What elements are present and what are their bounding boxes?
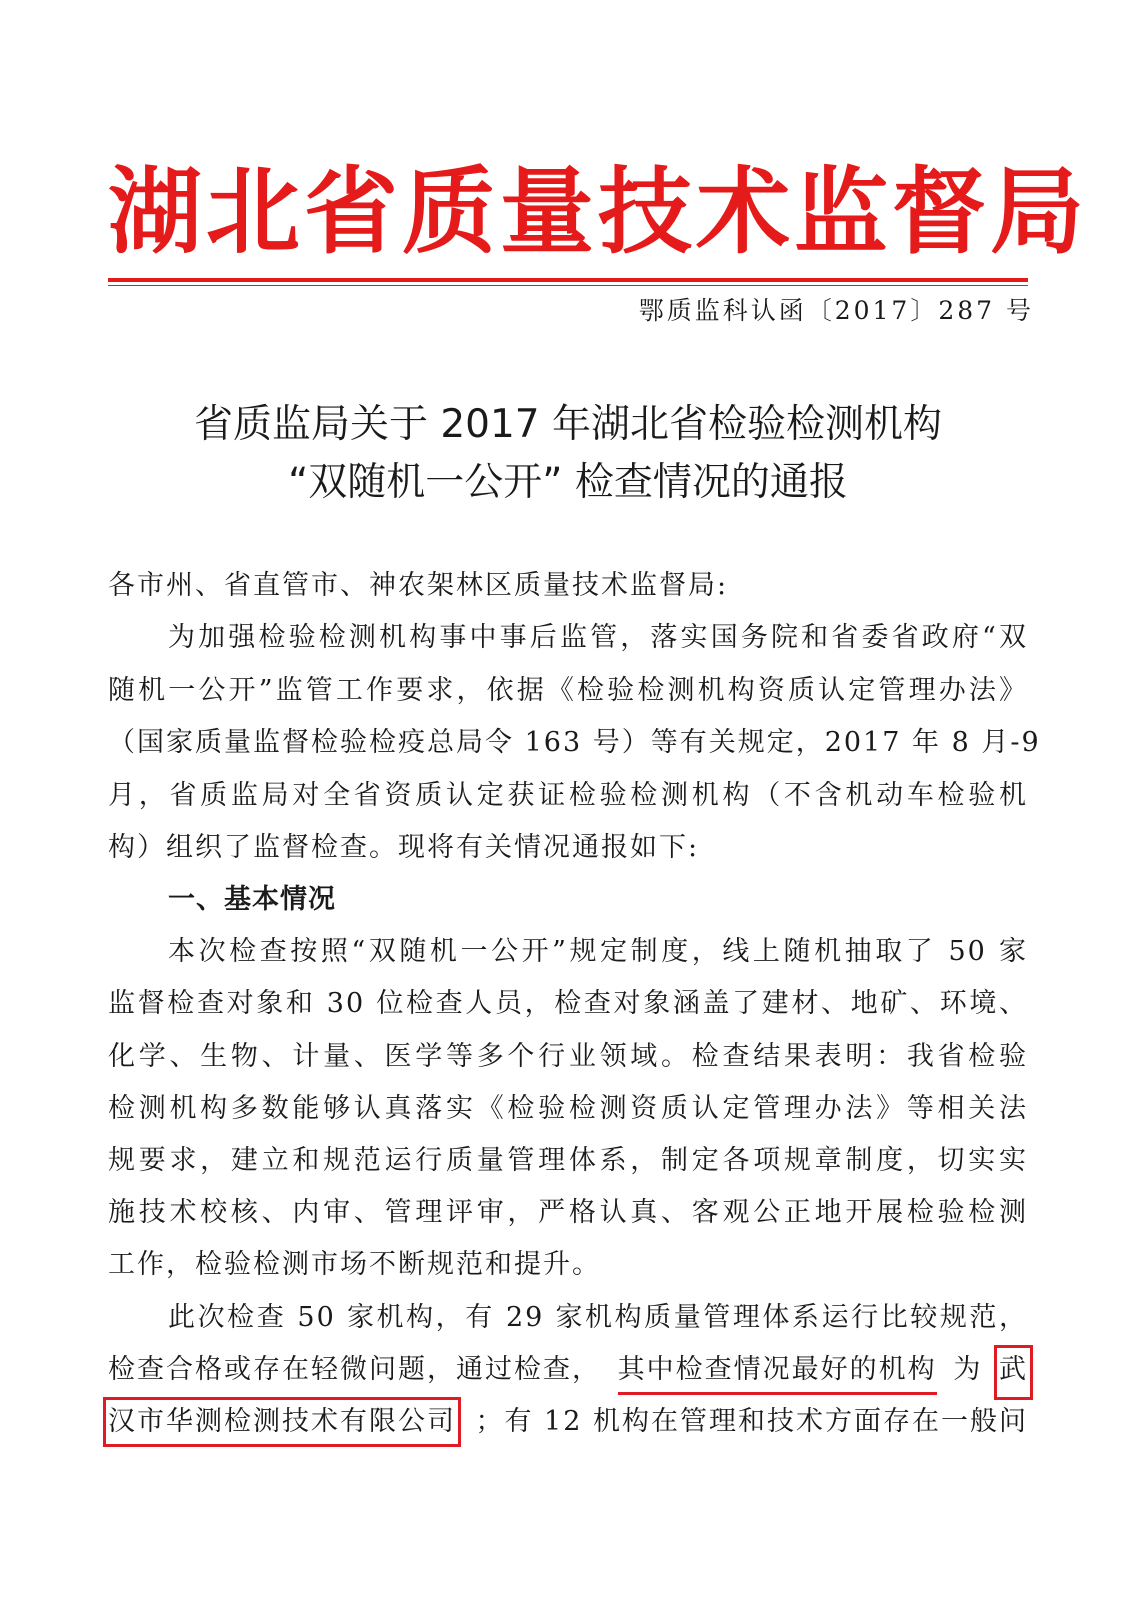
- paragraph-2-line: 化学、生物、计量、医学等多个行业领域。检查结果表明：我省检验: [108, 1041, 1028, 1072]
- paragraph-3-text: ；有 12 机构在管理和技术方面存在一般问: [475, 1406, 1028, 1437]
- paragraph-3-text: 检查合格或存在轻微问题，通过检查，: [108, 1354, 601, 1385]
- paragraph-2-line: 工作，检验检测市场不断规范和提升。: [108, 1249, 601, 1280]
- paragraph-1-line: 为加强检验检测机构事中事后监管，落实国务院和省委省政府“双: [168, 622, 1028, 653]
- header-red-rule-thin: [108, 285, 1028, 286]
- paragraph-1-line: 随机一公开”监管工作要求，依据《检验检测机构资质认定管理办法》: [108, 675, 1028, 706]
- paragraph-1-line: （国家质量监督检验检疫总局令 163 号）等有关规定，2017 年 8 月-9: [108, 727, 1041, 758]
- paragraph-1-line: 月，省质监局对全省资质认定获证检验检测机构（不含机动车检验机: [108, 780, 1028, 811]
- paragraph-3-text: 为: [953, 1354, 983, 1385]
- boxed-company-name-start: 武: [999, 1350, 1028, 1395]
- boxed-company-name: 汉市华测检测技术有限公司: [108, 1402, 456, 1442]
- document-title-line-1: 省质监局关于 2017 年湖北省检验检测机构: [193, 402, 943, 447]
- underlined-highlight: 其中检查情况最好的机构: [618, 1350, 937, 1395]
- paragraph-3-line: [108, 1402, 1028, 1442]
- paragraph-1-line: 构）组织了监督检查。现将有关情况通报如下:: [108, 832, 700, 863]
- salutation: 各市州、省直管市、神农架林区质量技术监督局:: [108, 570, 729, 601]
- paragraph-2-line: 规要求，建立和规范运行质量管理体系，制定各项规章制度，切实实: [108, 1145, 1028, 1176]
- paragraph-2-line: 本次检查按照“双随机一公开”规定制度，线上随机抽取了 50 家: [168, 936, 1028, 967]
- document-title-line-2: “双随机一公开” 检查情况的通报: [288, 460, 848, 505]
- paragraph-2-line: 检测机构多数能够认真落实《检验检测资质认定管理办法》等相关法: [108, 1093, 1028, 1124]
- header-red-rule-thick: [108, 278, 1028, 282]
- agency-header-title: 湖北省质量技术监督局: [108, 158, 1089, 267]
- section-heading-basic-situation: 一、基本情况: [168, 884, 336, 915]
- document-number: 鄂质监科认函〔2017〕287 号: [638, 296, 1034, 325]
- paragraph-3-line: [108, 1350, 1028, 1395]
- paragraph-2-line: 施技术校核、内审、管理评审，严格认真、客观公正地开展检验检测: [108, 1197, 1028, 1228]
- paragraph-2-line: 监督检查对象和 30 位检查人员，检查对象涵盖了建材、地矿、环境、: [108, 988, 1028, 1019]
- paragraph-3-line: 此次检查 50 家机构，有 29 家机构质量管理体系运行比较规范，: [168, 1302, 1028, 1333]
